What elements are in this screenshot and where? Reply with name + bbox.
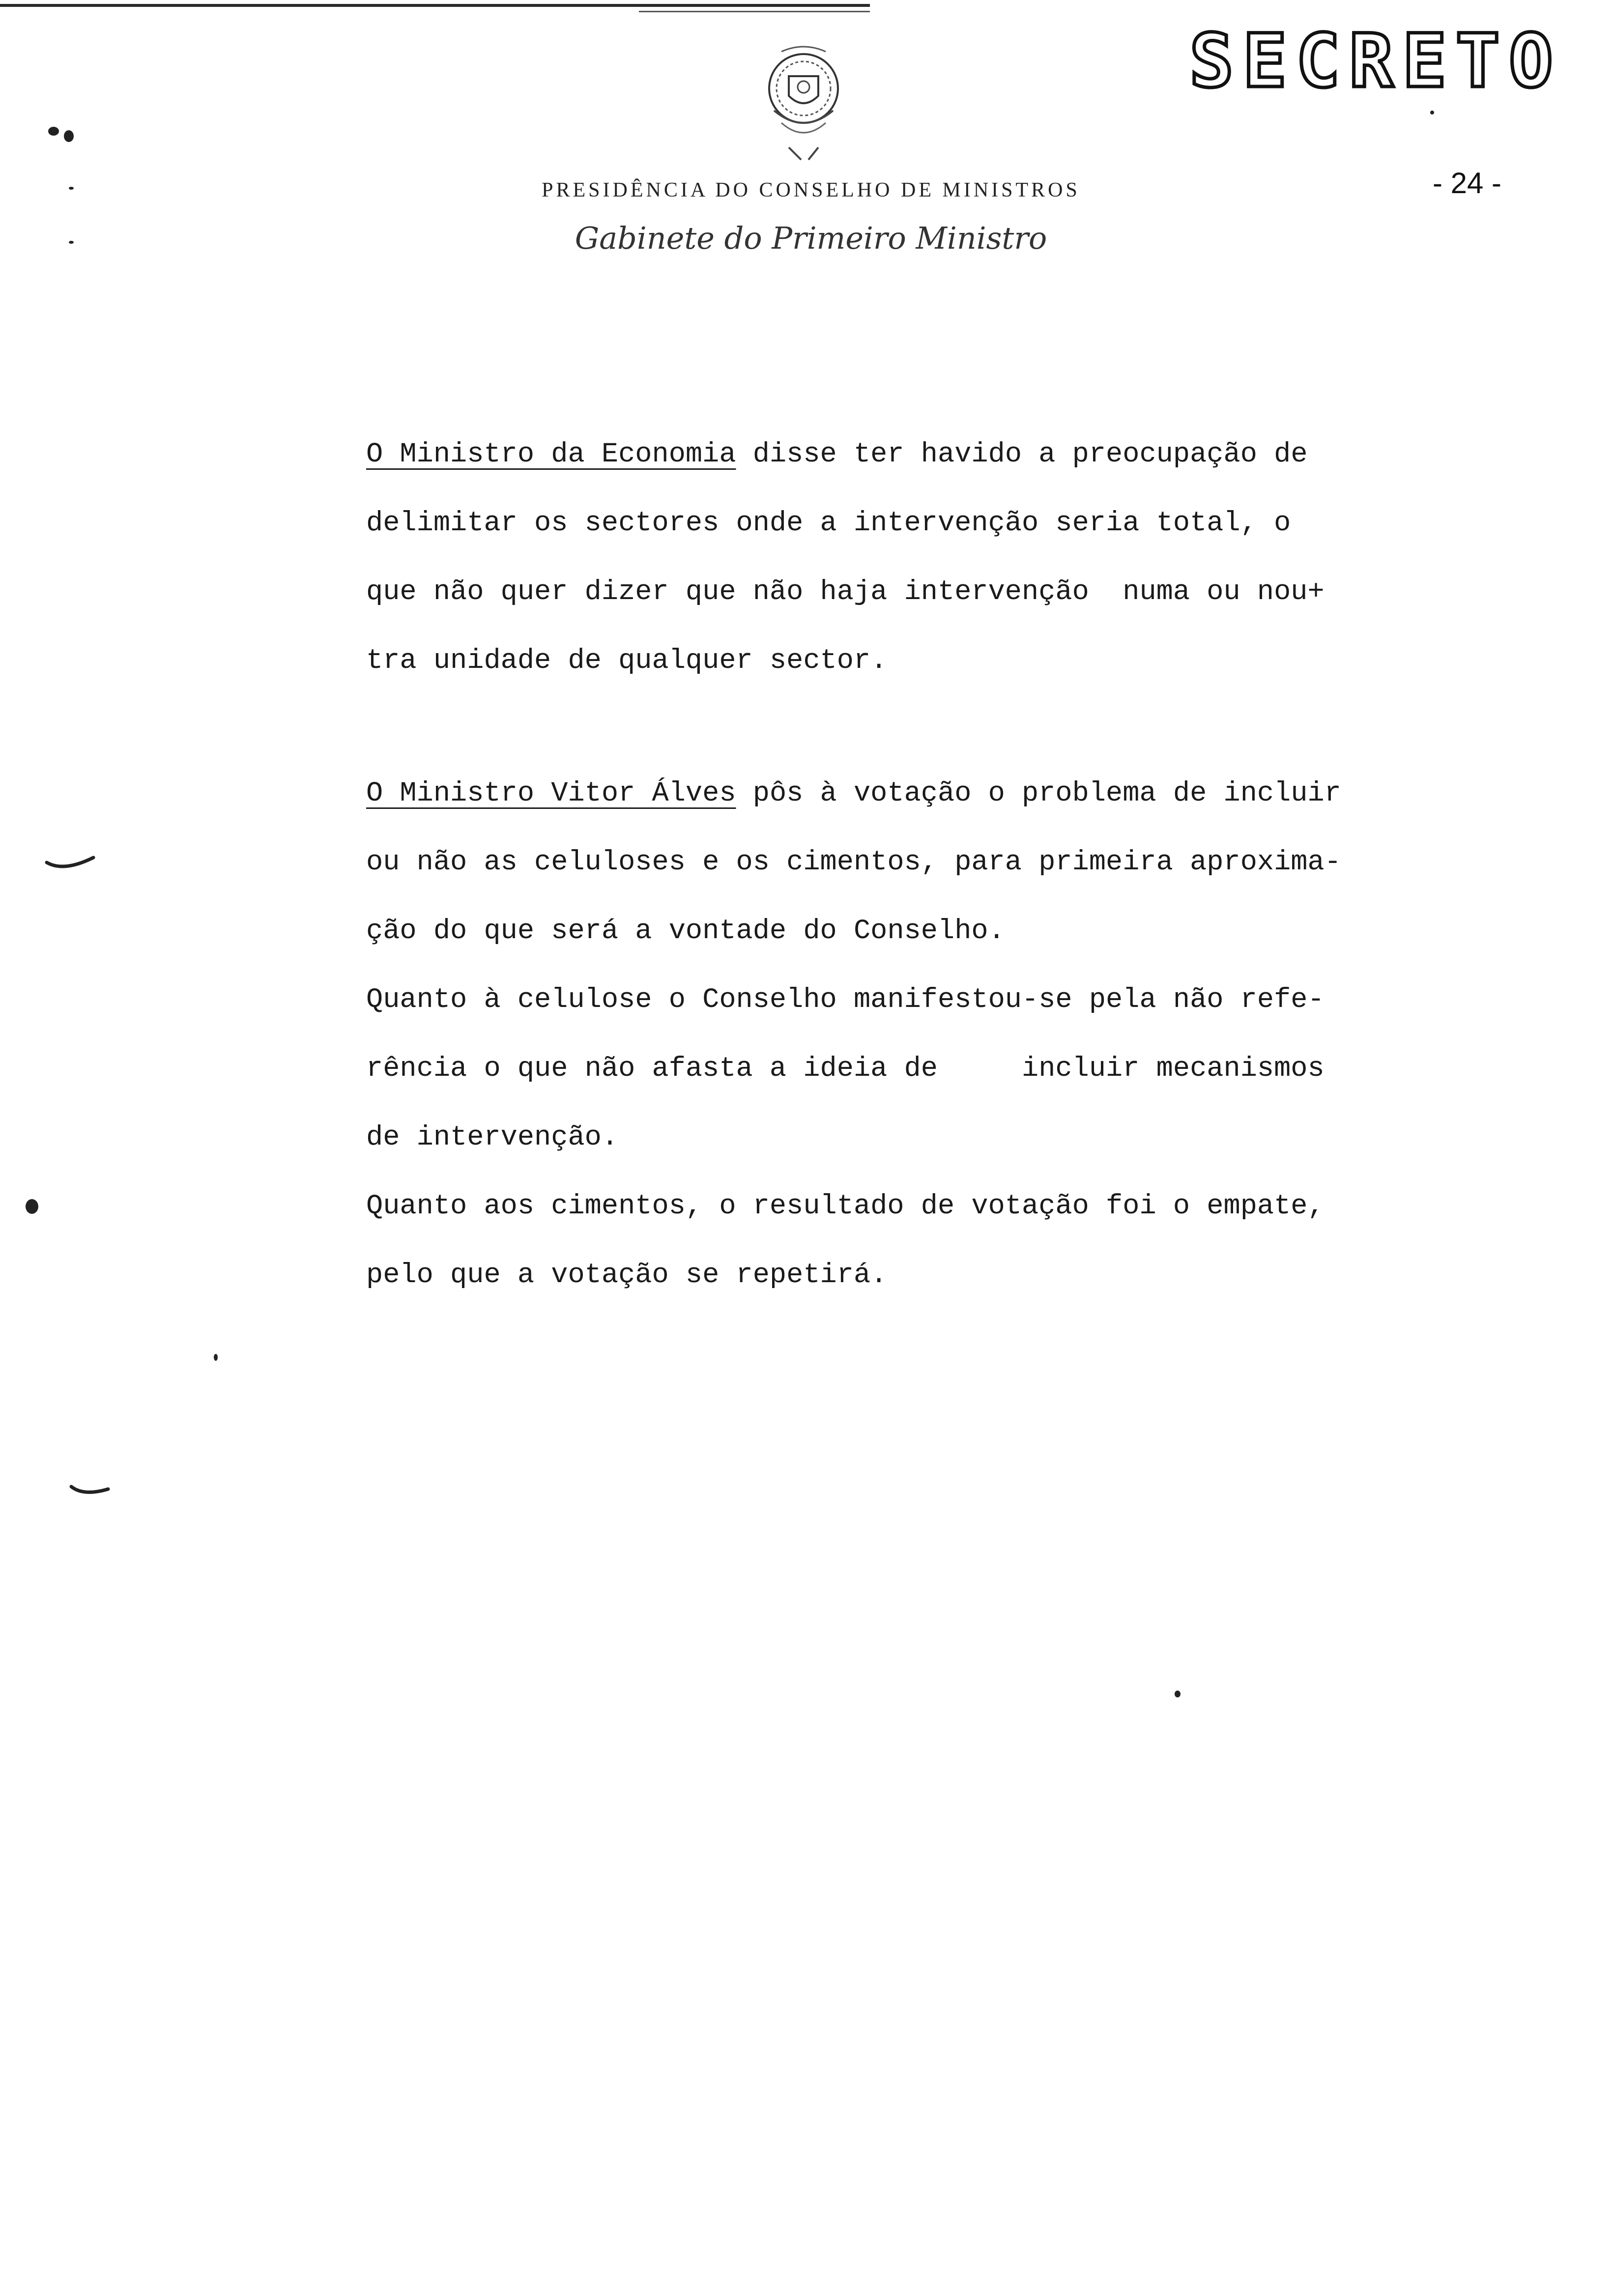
speaker-name: O Ministro Vitor Álves	[366, 778, 736, 809]
top-border-line	[0, 4, 870, 7]
organization-name: PRESIDÊNCIA DO CONSELHO DE MINISTROS	[542, 179, 1080, 201]
text-line: delimitar os sectores onde a intervenção seria total, o	[366, 508, 1291, 539]
text-line: que não quer dizer que não haja intervenção numa ou nou+	[366, 576, 1324, 608]
margin-stroke-mark	[44, 853, 98, 872]
line-text: pôs à votação o problema de incluir	[736, 778, 1341, 809]
text-line: pelo que a votação se repetirá.	[366, 1260, 888, 1291]
scan-speck	[1175, 1691, 1180, 1697]
punch-hole-mark	[26, 1199, 38, 1214]
text-line: de intervenção.	[366, 1122, 619, 1153]
top-border-line-secondary	[639, 11, 870, 12]
page-number: - 24 -	[1433, 167, 1502, 200]
text-line: rência o que não afasta a ideia de incluir mecanismos	[366, 1053, 1324, 1085]
department-name: Gabinete do Primeiro Ministro	[575, 220, 1047, 256]
speaker-name: O Ministro da Economia	[366, 439, 736, 470]
paragraph-vitor-alves	[366, 759, 1423, 1310]
scan-speck	[69, 187, 74, 190]
text-line: tra unidade de qualquer sector.	[366, 645, 888, 677]
line-text: disse ter havido a preocupação de	[736, 439, 1308, 470]
scan-speck	[64, 130, 74, 142]
scan-speck	[1430, 111, 1434, 115]
scan-speck	[48, 127, 59, 136]
text-line: Quanto à celulose o Conselho manifestou-se pela não refe-	[366, 984, 1324, 1016]
margin-stroke-mark	[69, 1479, 113, 1499]
text-line: Quanto aos cimentos, o resultado de votação foi o empate,	[366, 1191, 1324, 1222]
text-line: ou não as celuloses e os cimentos, para primeira aproxima-	[366, 847, 1341, 878]
paragraph-economy-minister	[366, 420, 1423, 695]
text-line	[366, 420, 1423, 489]
text-line: ção do que será a vontade do Conselho.	[366, 916, 1005, 947]
coat-of-arms-seal	[754, 42, 853, 170]
scan-speck	[214, 1354, 218, 1361]
text-line	[366, 759, 1423, 828]
scan-speck	[69, 241, 74, 244]
classification-stamp: SECRETO	[1189, 19, 1562, 104]
